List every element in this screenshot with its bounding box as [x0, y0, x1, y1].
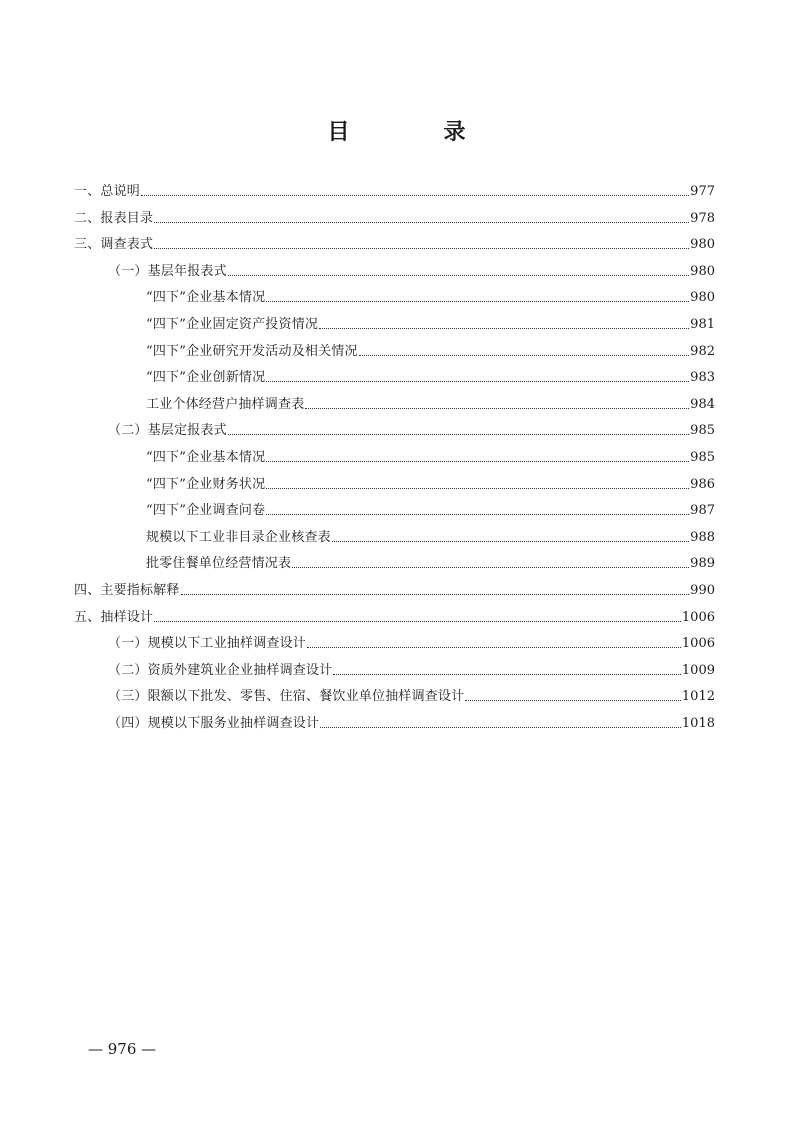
toc-entry[interactable] — [108, 653, 715, 679]
dot-leader — [266, 488, 689, 489]
toc-entry-page: 980 — [690, 263, 715, 279]
dot-leader — [266, 514, 689, 515]
toc-entry-label: 三、调查表式 — [74, 237, 154, 253]
dot-leader — [266, 301, 689, 302]
dot-leader — [266, 381, 689, 382]
dot-leader — [228, 434, 689, 435]
toc-entry[interactable] — [74, 600, 715, 626]
toc-entry-label: “四下”企业基本情况 — [146, 290, 266, 306]
toc-entry-page: 985 — [690, 450, 715, 465]
toc-entry-label: （三）限额以下批发、零售、住宿、餐饮业单位抽样调查设计 — [108, 689, 465, 705]
toc-entry-page: 982 — [690, 343, 715, 359]
toc-entry-label: “四下”企业研究开发活动及相关情况 — [146, 343, 358, 359]
toc-entry-page: 1018 — [681, 716, 715, 731]
toc-entry-label: （二）基层定报表式 — [108, 423, 227, 439]
toc-entry-page: 981 — [690, 317, 715, 332]
toc-entry[interactable] — [108, 413, 715, 439]
dot-leader — [154, 621, 681, 622]
dot-leader — [332, 541, 689, 542]
page-title: 目 录 — [327, 120, 502, 145]
dot-leader — [141, 195, 689, 196]
toc-entry-label: 工业个体经营户抽样调查表 — [146, 396, 305, 412]
dot-leader — [181, 594, 690, 595]
toc-entry[interactable] — [108, 626, 715, 652]
toc-entry-page: 1006 — [681, 636, 715, 652]
toc-entry[interactable] — [146, 520, 715, 546]
toc-entry-label: 五、抽样设计 — [74, 609, 154, 625]
dot-leader — [154, 248, 689, 249]
toc-entry-label: （一）基层年报表式 — [108, 263, 227, 279]
toc-entry-label: 一、总说明 — [74, 184, 141, 199]
toc-entry-page: 980 — [690, 237, 715, 253]
toc-entry-page: 988 — [690, 529, 715, 545]
toc-entry[interactable] — [108, 679, 715, 705]
toc-entry-page: 1006 — [681, 609, 715, 625]
dot-leader — [292, 567, 689, 568]
toc-entry[interactable] — [146, 280, 715, 306]
toc-entry-page: 1009 — [681, 662, 715, 678]
dot-leader — [228, 275, 689, 276]
toc-entry-page: 989 — [690, 556, 715, 572]
toc-entry-label: （二）资质外建筑业企业抽样调查设计 — [108, 662, 333, 678]
toc-entry-label: “四下”企业固定资产投资情况 — [146, 317, 319, 332]
toc-entry-label: “四下”企业基本情况 — [146, 450, 266, 465]
dot-leader — [319, 328, 689, 329]
toc-entry-label: 四、主要指标解释 — [74, 583, 180, 598]
toc-entry[interactable] — [146, 546, 715, 572]
dot-leader — [465, 700, 681, 701]
dot-leader — [320, 727, 681, 728]
toc-entry-label: “四下”企业创新情况 — [146, 370, 266, 386]
toc-entry[interactable] — [108, 706, 715, 732]
toc-entry-label: （一）规模以下工业抽样调查设计 — [108, 636, 307, 652]
dot-leader — [359, 355, 689, 356]
toc-entry[interactable] — [146, 307, 715, 333]
toc-entry-page: 977 — [690, 184, 715, 199]
toc-entry-page: 978 — [690, 210, 715, 226]
dot-leader — [307, 647, 681, 648]
toc-entry-page: 985 — [690, 423, 715, 439]
toc-entry-page: 980 — [690, 290, 715, 306]
toc-entry-label: （四）规模以下服务业抽样调查设计 — [108, 716, 320, 731]
toc-entry[interactable] — [108, 254, 715, 280]
toc-entry-page: 984 — [690, 396, 715, 412]
toc-entry-label: 二、报表目录 — [74, 210, 154, 226]
toc-entry-label: 规模以下工业非目录企业核查表 — [146, 529, 331, 545]
toc-entry[interactable] — [146, 387, 715, 413]
toc-entry-page: 990 — [690, 583, 715, 598]
toc-entry[interactable] — [146, 493, 715, 519]
toc-entry[interactable] — [146, 360, 715, 386]
toc-entry-label: “四下”企业调查问卷 — [146, 503, 266, 519]
toc-entry-page: 986 — [690, 476, 715, 492]
toc-entry[interactable] — [74, 174, 715, 200]
toc-entry-page: 1012 — [681, 689, 715, 705]
toc-entry[interactable] — [146, 334, 715, 360]
toc-entry[interactable] — [146, 467, 715, 493]
toc-entry[interactable] — [74, 227, 715, 253]
dot-leader — [305, 408, 689, 409]
toc-entry[interactable] — [74, 573, 715, 599]
page-number: — 976 — — [88, 1040, 157, 1058]
toc-entry-label: 批零住餐单位经营情况表 — [146, 556, 292, 572]
toc-entry-label: “四下”企业财务状况 — [146, 476, 266, 492]
toc-entry-page: 987 — [690, 503, 715, 519]
dot-leader — [154, 222, 689, 223]
dot-leader — [266, 461, 689, 462]
toc-entry[interactable] — [146, 440, 715, 466]
toc-entry-page: 983 — [690, 370, 715, 386]
dot-leader — [333, 674, 681, 675]
toc-entry[interactable] — [74, 201, 715, 227]
